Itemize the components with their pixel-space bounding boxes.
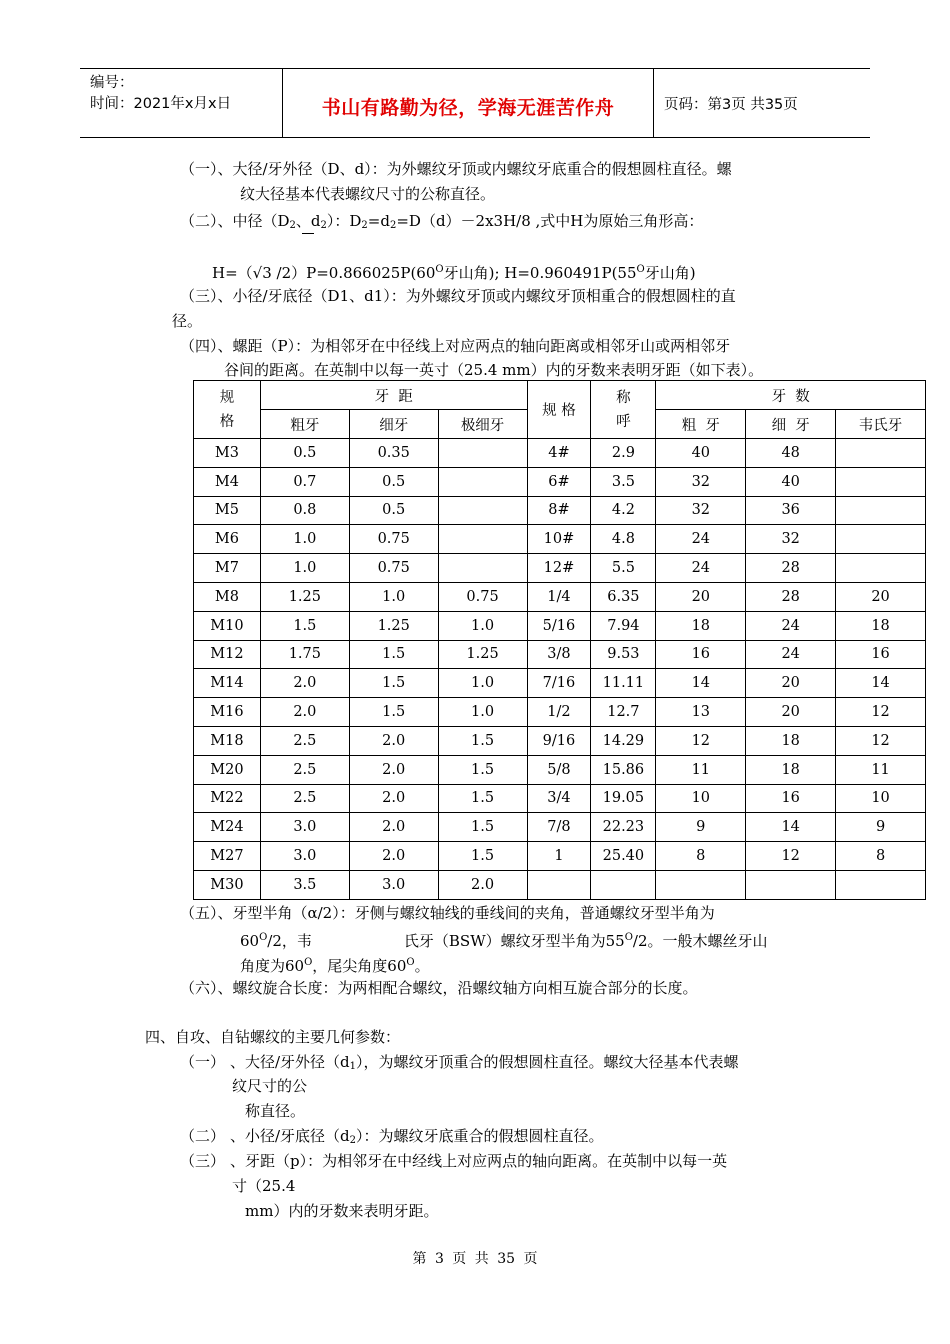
table-cell: 7.94 <box>591 611 656 640</box>
section4-title: 四、自攻、自钻螺纹的主要几何参数： <box>145 1028 401 1046</box>
table-cell: 40 <box>746 467 836 496</box>
table-row <box>194 784 926 813</box>
table-cell: 4.2 <box>591 496 656 525</box>
table-cell: 2.0 <box>349 726 438 755</box>
table-cell: 0.5 <box>349 496 438 525</box>
para-thread-pitch-line2: 谷间的距离。在英制中以每一英寸（25.4 mm）内的牙数来表明牙距（如下表）。 <box>224 361 764 379</box>
table-cell: M12 <box>194 640 261 669</box>
table-row <box>194 842 926 871</box>
table-cell: M16 <box>194 698 261 727</box>
table-cell: 2.0 <box>349 842 438 871</box>
table-cell: 3/4 <box>527 784 591 813</box>
table-row <box>194 467 926 496</box>
table-cell: 32 <box>746 525 836 554</box>
table-cell: 9 <box>656 813 746 842</box>
table-cell: 2.0 <box>438 870 527 899</box>
table-cell: 1.25 <box>438 640 527 669</box>
table-cell: 0.75 <box>438 582 527 611</box>
table-cell: 20 <box>656 582 746 611</box>
table-cell: 20 <box>836 582 926 611</box>
table-row <box>194 755 926 784</box>
table-cell: 2.0 <box>260 669 349 698</box>
item2-label: （二） <box>180 1127 226 1145</box>
table-cell: 16 <box>836 640 926 669</box>
table-cell: 12 <box>836 726 926 755</box>
table-cell: 1.25 <box>349 611 438 640</box>
table-row <box>194 439 926 468</box>
formula-overline <box>302 233 314 234</box>
para-pitch-diameter: （二）、中径（$D_2$、$d_2$）：$D_2=d_2=D(d)-2x3H/8$ ,式中H为原始三角形高： <box>180 212 704 231</box>
table-row <box>194 582 926 611</box>
table-cell: 14 <box>746 813 836 842</box>
table-cell: 2.0 <box>349 784 438 813</box>
table-cell: 1.5 <box>438 842 527 871</box>
table-cell: M24 <box>194 813 261 842</box>
item1-label: （一） <box>180 1053 226 1071</box>
table-cell: M4 <box>194 467 261 496</box>
table-cell: M20 <box>194 755 261 784</box>
table-cell: 3.0 <box>260 842 349 871</box>
table-row <box>194 726 926 755</box>
table-row <box>194 525 926 554</box>
table-cell: 1.0 <box>438 698 527 727</box>
table-cell: 8# <box>527 496 591 525</box>
table-cell: 1.25 <box>260 582 349 611</box>
table-cell: 32 <box>656 467 746 496</box>
table-cell: 12 <box>746 842 836 871</box>
table-cell <box>746 870 836 899</box>
table-cell: 4# <box>527 439 591 468</box>
table-cell: 2.0 <box>349 813 438 842</box>
table-cell: 0.35 <box>349 439 438 468</box>
table-cell: M7 <box>194 554 261 583</box>
table-cell: 2.0 <box>349 755 438 784</box>
table-cell <box>438 439 527 468</box>
table-cell: M14 <box>194 669 261 698</box>
header-meta <box>80 69 282 137</box>
table-cell: 20 <box>746 669 836 698</box>
table-row <box>194 698 926 727</box>
table-cell: 18 <box>656 611 746 640</box>
serial-label: 编号： <box>90 75 134 91</box>
table-cell: 0.75 <box>349 525 438 554</box>
table-cell: 1.5 <box>438 813 527 842</box>
header-pitch: 牙 距 <box>260 381 527 410</box>
table-cell: M8 <box>194 582 261 611</box>
table-cell: 28 <box>746 582 836 611</box>
table-cell: 36 <box>746 496 836 525</box>
table-cell: 0.75 <box>349 554 438 583</box>
table-cell: 9/16 <box>527 726 591 755</box>
table-cell: M18 <box>194 726 261 755</box>
table-cell: 22.23 <box>591 813 656 842</box>
table-cell: 24 <box>656 554 746 583</box>
table-cell: 1.5 <box>438 726 527 755</box>
table-cell: 24 <box>746 640 836 669</box>
page-header <box>80 68 870 138</box>
table-cell <box>438 496 527 525</box>
item2-line1: 、小径/牙底径$(d_2)$：为螺纹牙底重合的假想圆柱直径。 <box>230 1127 604 1146</box>
table-cell: 7/8 <box>527 813 591 842</box>
table-cell <box>656 870 746 899</box>
item3-line1: 、牙距（p）：为相邻牙在中经线上对应两点的轴向距离。在英制中以每一英 <box>230 1152 728 1170</box>
table-cell: 5.5 <box>591 554 656 583</box>
table-cell <box>836 496 926 525</box>
table-cell: 2.5 <box>260 755 349 784</box>
header-motto: 书山有路勤为径，学海无涯苦作舟 <box>282 69 654 137</box>
table-row <box>194 813 926 842</box>
para-major-diameter-line1: （一）、大径/牙外径（D、d）：为外螺纹牙顶或内螺纹牙底重合的假想圆柱直径。螺 <box>180 160 732 178</box>
table-cell: 24 <box>656 525 746 554</box>
table-cell: 12.7 <box>591 698 656 727</box>
table-cell: 1.5 <box>260 611 349 640</box>
table-cell: 2.5 <box>260 726 349 755</box>
table-cell: 24 <box>746 611 836 640</box>
table-cell: 20 <box>746 698 836 727</box>
thread-pitch-table <box>193 380 926 900</box>
table-cell: 1.0 <box>349 582 438 611</box>
table-cell: 9 <box>836 813 926 842</box>
table-cell: 2.9 <box>591 439 656 468</box>
table-cell: 14 <box>836 669 926 698</box>
table-row <box>194 669 926 698</box>
table-cell: 5/16 <box>527 611 591 640</box>
item1-line2: 纹尺寸的公 <box>232 1077 308 1095</box>
table-row <box>194 496 926 525</box>
table-cell: 1.5 <box>438 784 527 813</box>
table-cell: 14 <box>656 669 746 698</box>
table-cell: 1.5 <box>349 640 438 669</box>
table-cell: 1.75 <box>260 640 349 669</box>
para-minor-diameter-line2: 径。 <box>172 312 203 330</box>
header-tpi: 牙 数 <box>656 381 926 410</box>
table-cell: 3.0 <box>349 870 438 899</box>
table-cell: M6 <box>194 525 261 554</box>
table-cell: 0.7 <box>260 467 349 496</box>
item3-label: （三） <box>180 1152 226 1170</box>
para-engagement-length: （六）、螺纹旋合长度：为两相配合螺纹，沿螺纹轴方向相互旋合部分的长度。 <box>180 979 698 997</box>
header-fine-tpi: 细 牙 <box>746 410 836 439</box>
table-cell: 1.0 <box>260 554 349 583</box>
header-coarse-tpi: 粗 牙 <box>656 410 746 439</box>
table-cell: 48 <box>746 439 836 468</box>
table-cell: M5 <box>194 496 261 525</box>
table-cell: 6.35 <box>591 582 656 611</box>
table-cell: 1.5 <box>349 698 438 727</box>
header-spec-imperial: 规 格 <box>527 381 591 439</box>
header-spec: 规 格 <box>194 381 261 439</box>
table-cell: 1.0 <box>260 525 349 554</box>
table-cell: 0.8 <box>260 496 349 525</box>
table-cell <box>836 554 926 583</box>
table-cell <box>438 467 527 496</box>
table-cell: 0.5 <box>260 439 349 468</box>
table-cell <box>836 525 926 554</box>
header-page-label: 页码：第3页 共35页 <box>664 97 798 113</box>
table-row <box>194 611 926 640</box>
table-cell: 16 <box>746 784 836 813</box>
table-row <box>194 870 926 899</box>
table-cell: 8 <box>836 842 926 871</box>
table-cell: 10 <box>836 784 926 813</box>
table-cell: 4.8 <box>591 525 656 554</box>
table-cell: 1.0 <box>438 669 527 698</box>
para-minor-diameter-line1: （三）、小径/牙底径（D1、d1）：为外螺纹牙顶或内螺纹牙顶相重合的假想圆柱的直 <box>180 287 736 305</box>
table-cell: 15.86 <box>591 755 656 784</box>
time-label: 时间：2021年x月x日 <box>90 96 232 112</box>
table-cell: 11 <box>656 755 746 784</box>
table-cell: 1/4 <box>527 582 591 611</box>
table-cell <box>438 554 527 583</box>
table-cell: 3.0 <box>260 813 349 842</box>
table-cell: 13 <box>656 698 746 727</box>
table-cell: 8 <box>656 842 746 871</box>
table-cell: 18 <box>746 755 836 784</box>
table-cell: 12# <box>527 554 591 583</box>
table-cell: 28 <box>746 554 836 583</box>
table-cell: 18 <box>746 726 836 755</box>
table-cell: 1/2 <box>527 698 591 727</box>
table-cell: 1.5 <box>438 755 527 784</box>
header-extra-fine: 极细牙 <box>438 410 527 439</box>
table-cell: 12 <box>656 726 746 755</box>
table-cell <box>527 870 591 899</box>
item1-line3: 称直径。 <box>245 1102 306 1120</box>
table-cell: 2.5 <box>260 784 349 813</box>
table-cell: 12 <box>836 698 926 727</box>
table-cell: M3 <box>194 439 261 468</box>
header-coarse: 粗牙 <box>260 410 349 439</box>
header-fine: 细牙 <box>349 410 438 439</box>
table-cell: 0.5 <box>349 467 438 496</box>
table-cell: 10# <box>527 525 591 554</box>
para-flank-angle-line1: （五）、牙型半角（α/2）：牙侧与螺纹轴线的垂线间的夹角，普通螺纹牙型半角为 <box>180 904 715 922</box>
table-cell: 7/16 <box>527 669 591 698</box>
item1-line1: 、大径/牙外径$(d_1)$，为螺纹牙顶重合的假想圆柱直径。螺纹大径基本代表螺 <box>230 1053 739 1072</box>
table-row <box>194 554 926 583</box>
table-cell: 40 <box>656 439 746 468</box>
table-cell: 18 <box>836 611 926 640</box>
table-cell: M10 <box>194 611 261 640</box>
header-nominal: 称 呼 <box>591 381 656 439</box>
table-cell: 16 <box>656 640 746 669</box>
para-flank-angle-line3: 角度为$60^O$，尾尖角度$60^O$。 <box>240 957 430 975</box>
table-cell: 9.53 <box>591 640 656 669</box>
table-cell: 11.11 <box>591 669 656 698</box>
table-cell: M27 <box>194 842 261 871</box>
table-row <box>194 640 926 669</box>
para-thread-pitch-line1: （四）、螺距（P）：为相邻牙在中径线上对应两点的轴向距离或相邻牙山或两相邻牙 <box>180 337 731 355</box>
table-cell: 11 <box>836 755 926 784</box>
table-cell: 32 <box>656 496 746 525</box>
item3-line3: mm）内的牙数来表明牙距。 <box>245 1202 439 1220</box>
table-cell: 3.5 <box>260 870 349 899</box>
table-cell: 3.5 <box>591 467 656 496</box>
table-cell: 6# <box>527 467 591 496</box>
table-cell: 2.0 <box>260 698 349 727</box>
table-cell <box>591 870 656 899</box>
table-cell: M30 <box>194 870 261 899</box>
para-major-diameter-line2: 纹大径基本代表螺纹尺寸的公称直径。 <box>240 185 496 203</box>
table-cell <box>836 439 926 468</box>
table-cell: 10 <box>656 784 746 813</box>
thread-table-body <box>194 439 926 900</box>
table-cell: 1 <box>527 842 591 871</box>
table-cell: 25.40 <box>591 842 656 871</box>
para-flank-angle-line2: $60^O/2$，韦 氏牙（BSW）螺纹牙型半角为$55^O/2$。一般木螺丝牙山 <box>240 932 768 950</box>
para-pitch-formula: H=（√3 $/2)P=0.866025P(60^O$牙山角); $H=0.960491P(55^O$牙山角) <box>212 264 696 282</box>
table-cell: 14.29 <box>591 726 656 755</box>
table-cell: 1.5 <box>349 669 438 698</box>
table-cell: 5/8 <box>527 755 591 784</box>
item3-line2: 寸（25.4 <box>232 1177 296 1195</box>
table-cell <box>836 870 926 899</box>
page-footer: 第 3 页 共 35 页 <box>412 1251 538 1267</box>
table-cell: M22 <box>194 784 261 813</box>
table-cell <box>438 525 527 554</box>
table-cell: 1.0 <box>438 611 527 640</box>
table-cell <box>836 467 926 496</box>
table-cell: 3/8 <box>527 640 591 669</box>
header-bsw: 韦氏牙 <box>836 410 926 439</box>
table-cell: 19.05 <box>591 784 656 813</box>
